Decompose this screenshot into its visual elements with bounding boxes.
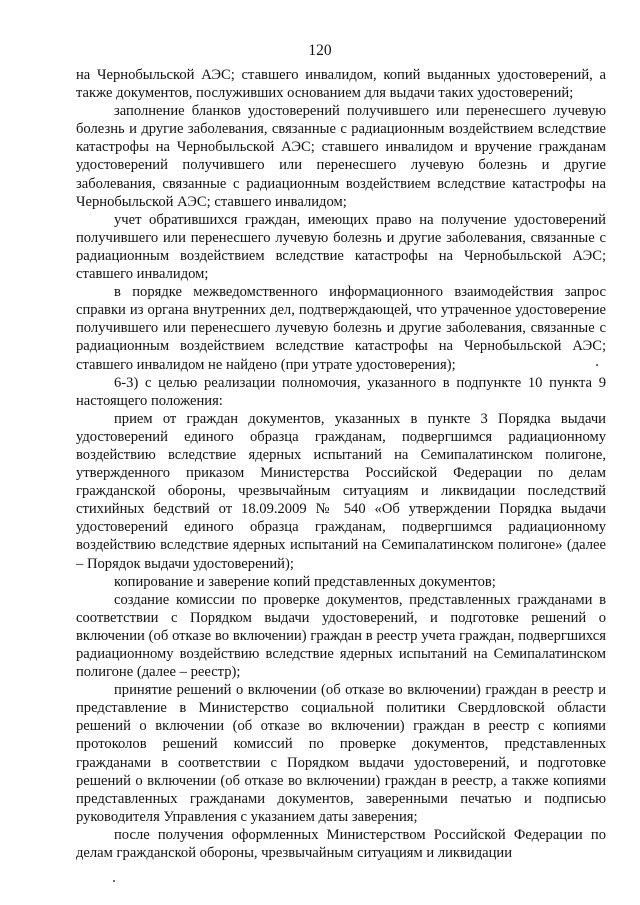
paragraph: после получения оформленных Министерством Российской Федерации по делам гражданской обороны, чрезвычайным ситуациям и ликвидации (76, 826, 606, 862)
paragraph: прием от граждан документов, указанных в пункте 3 Порядка выдачи удостоверений единого образца гражданам, подвергшимся радиационному воздействию вследствие ядерных испытаний на Семипалатинском полигоне, утвержденного приказом Министерства Российской Федерации по делам гражданской обороны, чрезвычайным ситуациям и ликвидации последствий стихийных бедствий от 18.09.2009 № 540 «Об утверждении Порядка выдачи удостоверений единого образца гражданам, подвергшимся радиационному воздействию вследствие ядерных испытаний на Семипалатинском полигоне» (далее – Порядок выдачи удостоверений); (76, 410, 606, 572)
paragraph: копирование и заверение копий представленных документов; (114, 573, 496, 590)
paragraph: принятие решений о включении (об отказе во включении) граждан в реестр и представление в Министерство социальной политики Свердловской области решений о включении (об отказе во включении) граждан в реестр с копиями протоколов решений комиссий по проверке документов, представленных гражданами в соответствии с Порядком выдачи удостоверений, и подготовке решений о включении (об отказе во включении) граждан в реестр, а также копиями представленных гражданами документов, заверенными печатью и подписью руководителя Управления с указанием даты заверения; (76, 682, 606, 825)
paragraph: создание комиссии по проверке документов, представленных гражданами в соответствии с Порядком выдачи удостоверений, и подготовке решений о включении (об отказе во включении) граждан в реестр учета граждан, подвергшихся радиационному воздействию вследствие ядерных испытаний на Семипалатинском полигоне (далее – реестр); (76, 591, 606, 681)
paragraph: учет обратившихся граждан, имеющих право на получение удостоверений получившего или перенесшего лучевую болезнь и другие заболевания, связанные с радиационным воздействием вследствие катастрофы на Чернобыльской АЭС; ставшего инвалидом; (76, 211, 606, 283)
scan-speck (596, 364, 598, 366)
paragraph: заполнение бланков удостоверений получившего или перенесшего лучевую болезнь и другие заболевания, связанные с радиационным воздействием вследствие катастрофы на Чернобыльской АЭС; ставшего инвалидом и вручение гражданам удостоверений получившего или перенесшего лучевую болезнь и другие заболевания, связанные с радиационным воздействием вследствие катастрофы на Чернобыльской АЭС; ставшего инвалидом; (76, 103, 606, 210)
document-body (76, 66, 606, 862)
paragraph: в порядке межведомственного информационного взаимодействия запрос справки из органа внутренних дел, подтверждающей, что утраченное удостоверение получившего или перенесшего лучевую болезнь и другие заболевания, связанные с радиационным воздействием вследствие катастрофы на Чернобыльской АЭС; ставшего инвалидом не найдено (при утрате удостоверения); (76, 284, 606, 373)
paragraph: 6-3) с целью реализации полномочия, указанного в подпункте 10 пункта 9 настоящего положения: (76, 374, 606, 409)
scan-speck (113, 880, 115, 882)
page-number: 120 (308, 42, 332, 59)
paragraph: на Чернобыльской АЭС; ставшего инвалидом, копий выданных удостоверений, а также документов, послуживших основанием для выдачи таких удостоверений; (76, 67, 606, 102)
